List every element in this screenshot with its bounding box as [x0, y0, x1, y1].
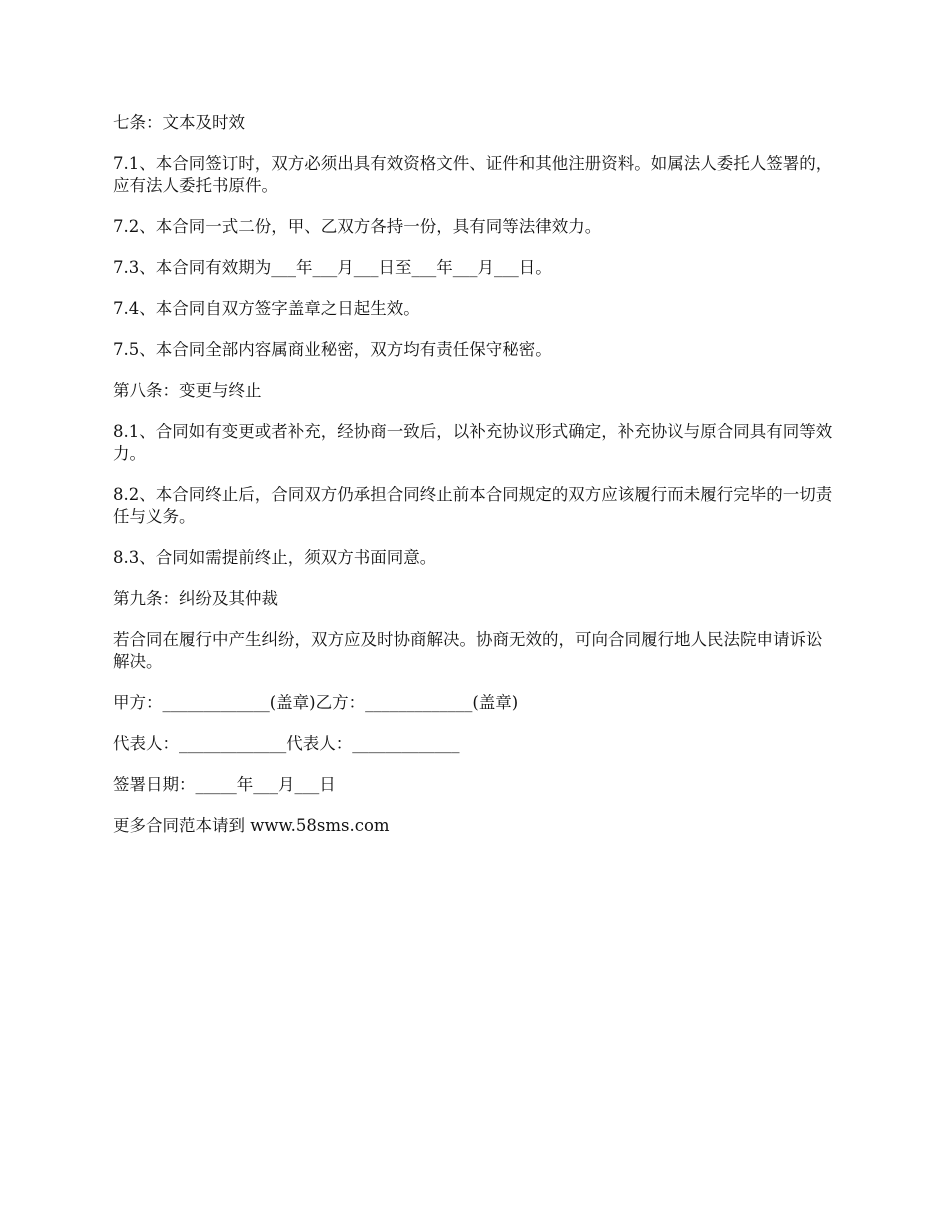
footer-more-templates: 更多合同范本请到 www.58sms.com [113, 816, 390, 835]
document-body [113, 112, 837, 856]
clause-8-3: 8.3、合同如需提前终止，须双方书面同意。 [113, 548, 437, 567]
clause-7-4: 7.4、本合同自双方签字盖章之日起生效。 [113, 299, 420, 318]
clause-7-2: 7.2、本合同一式二份，甲、乙双方各持一份，具有同等法律效力。 [113, 217, 602, 236]
clause-7-1: 7.1、本合同签订时，双方必须出具有效资格文件、证件和其他注册资料。如属法人委托人签署的，应有法人委托书原件。 [113, 154, 833, 195]
dispute-clause: 若合同在履行中产生纠纷，双方应及时协商解决。协商无效的，可向合同履行地人民法院申请诉讼解决。 [113, 630, 823, 671]
clause-7-5: 7.5、本合同全部内容属商业秘密，双方均有责任保守秘密。 [113, 340, 552, 359]
signature-representatives: 代表人：_____________代表人：_____________ [113, 734, 460, 753]
section-heading-7: 七条：文本及时效 [113, 113, 245, 132]
section-heading-9: 第九条：纠纷及其仲裁 [113, 589, 278, 608]
clause-7-3: 7.3、本合同有效期为___年___月___日至___年___月___日。 [113, 258, 552, 277]
clause-8-1: 8.1、合同如有变更或者补充，经协商一致后，以补充协议形式确定，补充协议与原合同具有同等效力。 [113, 422, 833, 463]
signature-parties: 甲方：_____________(盖章)乙方：_____________(盖章) [113, 693, 519, 712]
section-heading-8: 第八条：变更与终止 [113, 381, 262, 400]
clause-8-2: 8.2、本合同终止后，合同双方仍承担合同终止前本合同规定的双方应该履行而未履行完毕的一切责任与义务。 [113, 485, 833, 526]
signature-date: 签署日期：_____年___月___日 [113, 775, 336, 794]
